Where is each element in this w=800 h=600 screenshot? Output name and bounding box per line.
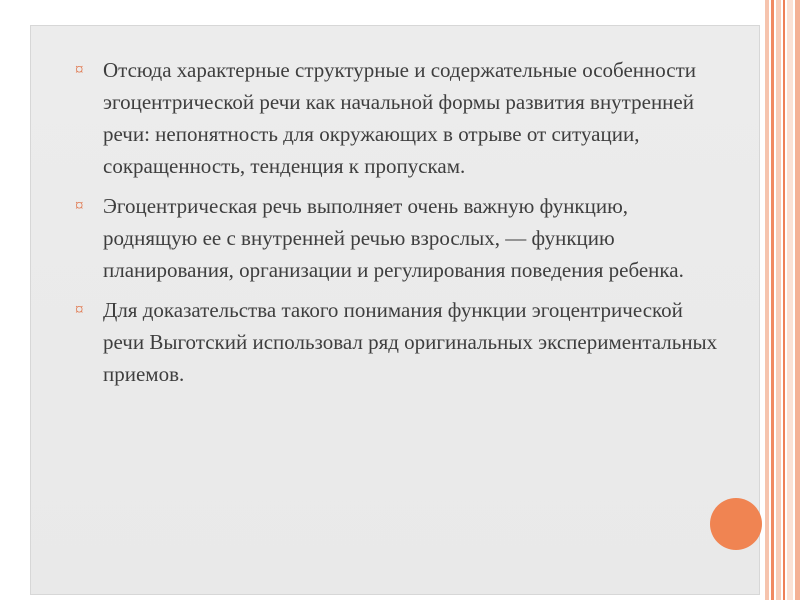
content-panel: [30, 25, 760, 595]
decorative-stripe: [776, 0, 781, 600]
bullet-item: [75, 190, 725, 286]
bullet-icon: ¤: [75, 300, 84, 319]
decorative-stripe: [771, 0, 774, 600]
decorative-stripe: [783, 0, 785, 600]
bullet-icon: ¤: [75, 196, 84, 215]
bullet-list: [75, 54, 725, 398]
bullet-text: Для доказательства такого понимания функции эгоцентрической речи Выготский использовал ряд оригинальных экспериментальных приемов.: [103, 298, 718, 386]
bullet-text: Отсюда характерные структурные и содержательные особенности эгоцентрической речи как начальной формы развития внутренней речи: непонятность для окружающих в отрыве от ситуации, сокращенность, тенденция к пропускам.: [103, 58, 697, 178]
bullet-icon: ¤: [75, 60, 84, 79]
decorative-stripe: [795, 0, 800, 600]
orange-circle-decoration-icon: [710, 498, 762, 550]
bullet-item: [75, 294, 725, 390]
decorative-stripe: [787, 0, 793, 600]
bullet-item: [75, 54, 725, 182]
decorative-stripe: [765, 0, 769, 600]
bullet-text: Эгоцентрическая речь выполняет очень важную функцию, роднящую ее с внутренней речью взрослых, — функцию планирования, организации и регулирования поведения ребенка.: [103, 194, 684, 282]
